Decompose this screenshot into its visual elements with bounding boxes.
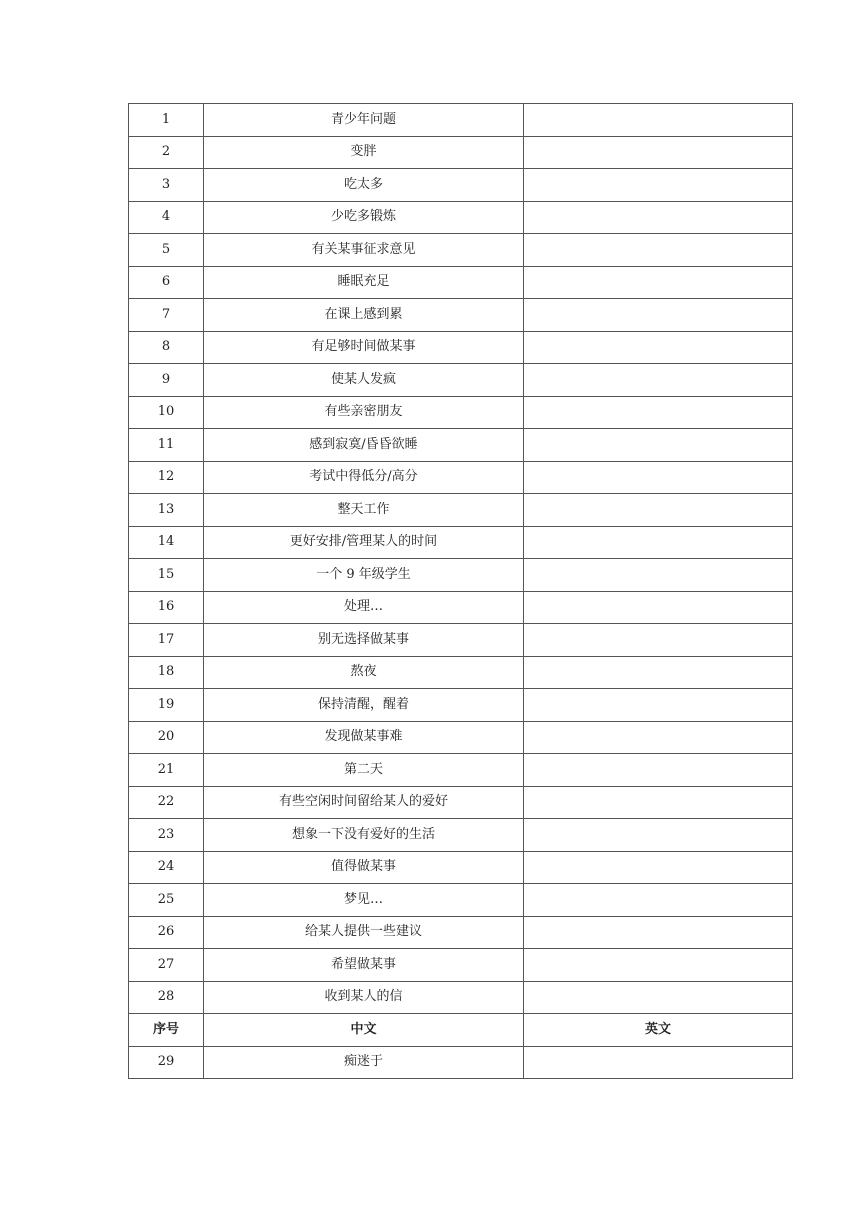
chinese-cell: 别无选择做某事 xyxy=(204,624,524,657)
table-row xyxy=(129,364,793,397)
chinese-cell: 整天工作 xyxy=(204,494,524,527)
table-row xyxy=(129,949,793,982)
english-cell xyxy=(524,754,793,787)
number-cell: 10 xyxy=(129,396,204,429)
number-cell: 9 xyxy=(129,364,204,397)
english-cell xyxy=(524,201,793,234)
chinese-cell: 痴迷于 xyxy=(204,1046,524,1079)
table-row xyxy=(129,526,793,559)
table-row xyxy=(129,136,793,169)
table-row xyxy=(129,656,793,689)
english-cell xyxy=(524,981,793,1014)
chinese-cell: 考试中得低分/高分 xyxy=(204,461,524,494)
chinese-cell: 处理… xyxy=(204,591,524,624)
table-row xyxy=(129,916,793,949)
english-cell xyxy=(524,949,793,982)
chinese-cell: 在课上感到累 xyxy=(204,299,524,332)
english-cell xyxy=(524,299,793,332)
table-row xyxy=(129,396,793,429)
english-cell xyxy=(524,721,793,754)
number-cell: 28 xyxy=(129,981,204,1014)
english-cell xyxy=(524,104,793,137)
table-row xyxy=(129,266,793,299)
chinese-cell: 更好安排/管理某人的时间 xyxy=(204,526,524,559)
number-cell: 12 xyxy=(129,461,204,494)
number-cell: 25 xyxy=(129,884,204,917)
english-cell xyxy=(524,884,793,917)
english-cell xyxy=(524,169,793,202)
number-cell: 18 xyxy=(129,656,204,689)
table-row xyxy=(129,461,793,494)
chinese-cell: 梦见… xyxy=(204,884,524,917)
number-cell: 16 xyxy=(129,591,204,624)
english-cell xyxy=(524,429,793,462)
english-cell xyxy=(524,656,793,689)
table-row xyxy=(129,754,793,787)
number-cell: 17 xyxy=(129,624,204,657)
chinese-cell: 睡眠充足 xyxy=(204,266,524,299)
chinese-cell: 有些亲密朋友 xyxy=(204,396,524,429)
chinese-cell: 给某人提供一些建议 xyxy=(204,916,524,949)
chinese-cell: 变胖 xyxy=(204,136,524,169)
number-cell: 5 xyxy=(129,234,204,267)
table-row xyxy=(129,851,793,884)
chinese-cell: 使某人发疯 xyxy=(204,364,524,397)
chinese-cell: 感到寂寞/昏昏欲睡 xyxy=(204,429,524,462)
chinese-cell: 一个 9 年级学生 xyxy=(204,559,524,592)
chinese-cell: 少吃多锻炼 xyxy=(204,201,524,234)
table-row xyxy=(129,331,793,364)
table-row xyxy=(129,429,793,462)
english-cell xyxy=(524,364,793,397)
number-cell: 23 xyxy=(129,819,204,852)
number-cell: 20 xyxy=(129,721,204,754)
table-row xyxy=(129,299,793,332)
table-row xyxy=(129,169,793,202)
chinese-cell: 想象一下没有爱好的生活 xyxy=(204,819,524,852)
number-cell: 2 xyxy=(129,136,204,169)
number-cell: 26 xyxy=(129,916,204,949)
table-row xyxy=(129,559,793,592)
english-cell xyxy=(524,819,793,852)
number-cell: 6 xyxy=(129,266,204,299)
table-row xyxy=(129,104,793,137)
chinese-cell: 青少年问题 xyxy=(204,104,524,137)
table-header-row xyxy=(129,1014,793,1047)
english-cell xyxy=(524,916,793,949)
table-row xyxy=(129,624,793,657)
chinese-cell: 保持清醒，醒着 xyxy=(204,689,524,722)
table-row xyxy=(129,981,793,1014)
chinese-cell: 有些空闲时间留给某人的爱好 xyxy=(204,786,524,819)
number-cell: 29 xyxy=(129,1046,204,1079)
chinese-cell: 希望做某事 xyxy=(204,949,524,982)
english-cell xyxy=(524,786,793,819)
chinese-cell: 有关某事征求意见 xyxy=(204,234,524,267)
table-row xyxy=(129,689,793,722)
english-cell xyxy=(524,624,793,657)
chinese-cell: 发现做某事难 xyxy=(204,721,524,754)
number-cell: 14 xyxy=(129,526,204,559)
english-cell xyxy=(524,461,793,494)
english-cell xyxy=(524,1046,793,1079)
vocabulary-table-body xyxy=(129,104,793,1079)
english-cell: 英文 xyxy=(524,1014,793,1047)
chinese-cell: 第二天 xyxy=(204,754,524,787)
table-row xyxy=(129,591,793,624)
number-cell: 24 xyxy=(129,851,204,884)
table-row xyxy=(129,884,793,917)
number-cell: 11 xyxy=(129,429,204,462)
english-cell xyxy=(524,234,793,267)
number-cell: 22 xyxy=(129,786,204,819)
chinese-cell: 值得做某事 xyxy=(204,851,524,884)
number-cell: 15 xyxy=(129,559,204,592)
chinese-cell: 中文 xyxy=(204,1014,524,1047)
english-cell xyxy=(524,559,793,592)
english-cell xyxy=(524,266,793,299)
number-cell: 4 xyxy=(129,201,204,234)
english-cell xyxy=(524,494,793,527)
number-cell: 21 xyxy=(129,754,204,787)
english-cell xyxy=(524,689,793,722)
english-cell xyxy=(524,851,793,884)
table-row xyxy=(129,1046,793,1079)
english-cell xyxy=(524,526,793,559)
chinese-cell: 收到某人的信 xyxy=(204,981,524,1014)
english-cell xyxy=(524,136,793,169)
number-cell: 序号 xyxy=(129,1014,204,1047)
number-cell: 7 xyxy=(129,299,204,332)
number-cell: 27 xyxy=(129,949,204,982)
chinese-cell: 熬夜 xyxy=(204,656,524,689)
chinese-cell: 吃太多 xyxy=(204,169,524,202)
english-cell xyxy=(524,331,793,364)
number-cell: 1 xyxy=(129,104,204,137)
chinese-cell: 有足够时间做某事 xyxy=(204,331,524,364)
table-row xyxy=(129,201,793,234)
number-cell: 3 xyxy=(129,169,204,202)
english-cell xyxy=(524,591,793,624)
number-cell: 13 xyxy=(129,494,204,527)
table-row xyxy=(129,819,793,852)
vocabulary-table xyxy=(128,103,793,1079)
number-cell: 8 xyxy=(129,331,204,364)
table-row xyxy=(129,494,793,527)
english-cell xyxy=(524,396,793,429)
table-row xyxy=(129,234,793,267)
table-row xyxy=(129,721,793,754)
table-row xyxy=(129,786,793,819)
number-cell: 19 xyxy=(129,689,204,722)
